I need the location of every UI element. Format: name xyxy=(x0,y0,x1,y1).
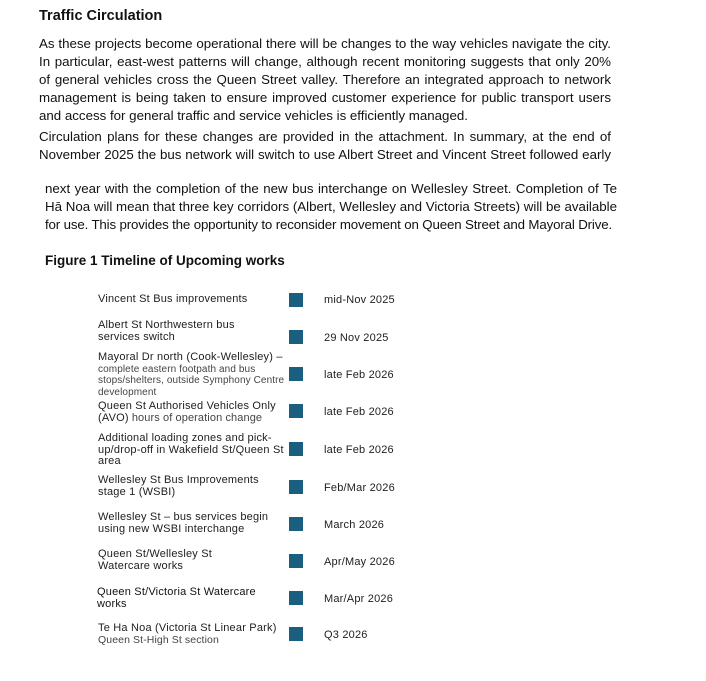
item-title: Queen St Authorised Vehicles Only (AVO) xyxy=(98,400,276,424)
item-title: Wellesley St Bus Improvements stage 1 (WSBI) xyxy=(98,474,259,498)
item-title: Albert St Northwestern bus services switch xyxy=(98,319,235,343)
item-title: Queen St/Wellesley St Watercare works xyxy=(98,548,213,572)
timeline-marker-icon xyxy=(289,330,303,344)
paragraph-line: next year with the completion of the new bus interchange on Wellesley Street. Completion of Te xyxy=(45,181,617,196)
item-date: mid-Nov 2025 xyxy=(324,294,395,306)
paragraph-line: Circulation plans for these changes are provided in the attachment. In summary, at the end of xyxy=(39,129,611,144)
item-title: Queen St/Victoria St Watercare works xyxy=(97,586,256,610)
timeline-marker-icon xyxy=(289,404,303,418)
paragraph-line: for use. This provides the opportunity to reconsider movement on Queen Street and Mayoral Drive. xyxy=(45,217,613,232)
item-title: Mayoral Dr north (Cook-Wellesley) – xyxy=(98,351,283,363)
figure-title: Figure 1 Timeline of Upcoming works xyxy=(45,253,285,268)
item-date: Feb/Mar 2026 xyxy=(324,482,395,494)
timeline-marker-icon xyxy=(289,554,303,568)
item-title: Additional loading zones and pick-up/drop-off in Wakefield St/Queen St area xyxy=(98,432,284,467)
item-title: Wellesley St – bus services begin using new WSBI interchange xyxy=(98,511,269,535)
timeline-marker-icon xyxy=(289,591,303,605)
timeline-marker-icon xyxy=(289,293,303,307)
item-subtitle: complete eastern footpath and bus stops/shelters, outside Symphony Centre development xyxy=(98,363,285,398)
item-date: 29 Nov 2025 xyxy=(324,332,389,344)
item-date: late Feb 2026 xyxy=(324,369,394,381)
section-heading: Traffic Circulation xyxy=(39,8,163,24)
item-date: late Feb 2026 xyxy=(324,406,394,418)
item-date: Mar/Apr 2026 xyxy=(324,593,394,605)
item-date: Q3 2026 xyxy=(324,629,368,641)
paragraph-circulation xyxy=(39,128,611,164)
item-title: Te Ha Noa (Victoria St Linear Park) xyxy=(98,622,277,634)
item-subtitle: hours of operation change xyxy=(131,411,263,424)
item-date: March 2026 xyxy=(324,519,385,531)
item-subtitle: Queen St-High St section xyxy=(98,633,219,646)
timeline-marker-icon xyxy=(289,367,303,381)
timeline-marker-icon xyxy=(289,480,303,494)
item-date: late Feb 2026 xyxy=(324,444,394,456)
paragraph-intro: As these projects become operational there will be changes to the way vehicles navigate the city. In particular, east-west patterns will change, although recent monitoring suggests that only 20% of general vehicles cross the Queen Street valley. Therefore an integrated approach to network management is being taken to ensure improved customer experience for public transport users and access for general traffic and service vehicles is efficiently managed. xyxy=(39,36,611,123)
timeline-marker-icon xyxy=(289,442,303,456)
timeline-marker-icon xyxy=(289,627,303,641)
timeline-marker-icon xyxy=(289,517,303,531)
paragraph-line: Hā Noa will mean that three key corridors (Albert, Wellesley and Victoria Streets) will be available xyxy=(45,199,617,214)
paragraph-line: November 2025 the bus network will switch to use Albert Street and Vincent Street followed early xyxy=(39,147,611,162)
paragraph-continued xyxy=(45,180,617,234)
item-title: Vincent St Bus improvements xyxy=(98,293,248,305)
item-date: Apr/May 2026 xyxy=(324,556,395,568)
